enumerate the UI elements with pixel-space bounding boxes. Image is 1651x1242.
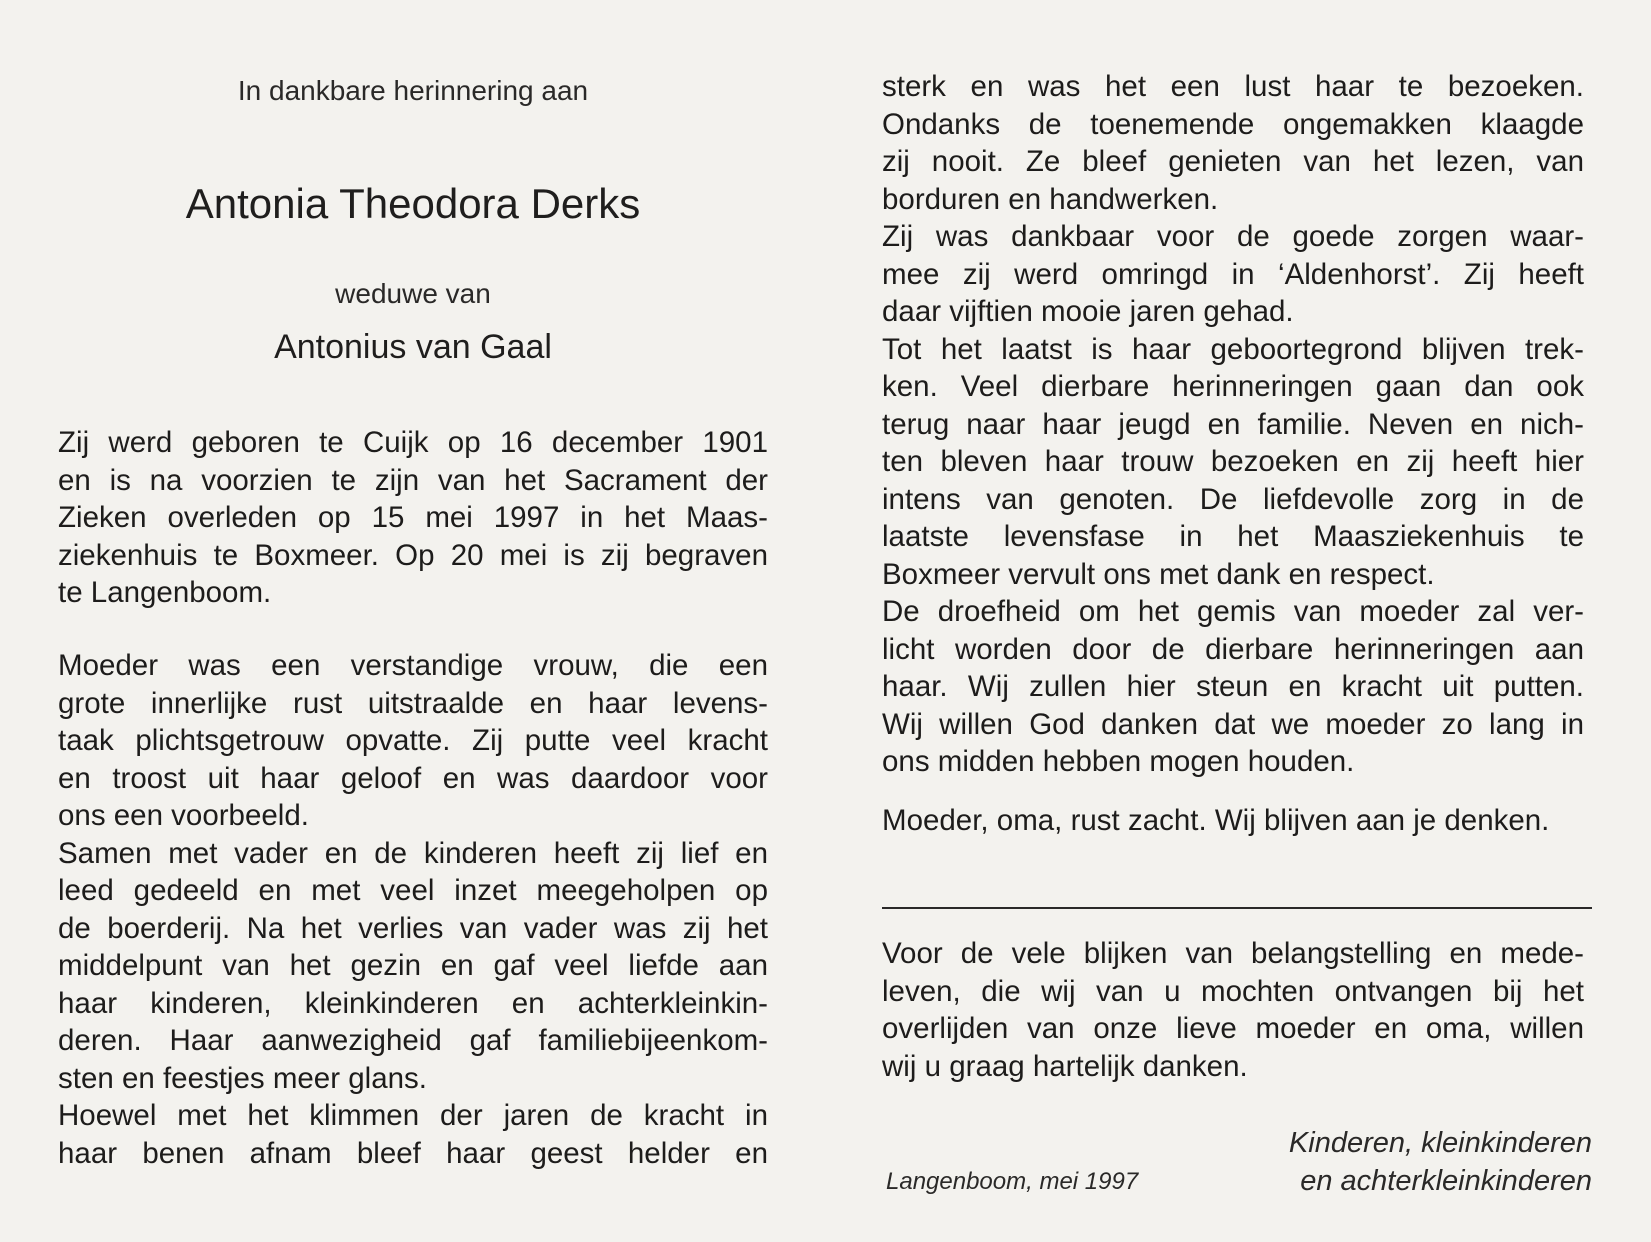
text-line: ons midden hebben mogen houden. [882,745,1355,778]
intro-text: In dankbare herinnering aan [237,75,589,106]
text-line: ten bleven haar trouw bezoeken en zij heeft hier [882,445,1584,478]
thanks-paragraph [882,935,1584,1085]
text-line: grote innerlijke rust uitstraalde en haar levens- [58,686,768,720]
text-line: haar benen afnam bleef haar geest helder en [58,1136,768,1170]
family-signature [1262,1124,1592,1200]
text-line: taak plichtsgetrouw opvatte. Zij putte veel kracht [58,724,768,757]
text-line: Moeder was een verstandige vrouw, die een [58,649,768,682]
text-line: de boerderij. Na het verlies van vader was zij het [58,911,768,945]
text-line: wij u graag hartelijk danken. [882,1049,1248,1083]
widow-of-text: weduwe van [335,278,491,309]
text-line: licht worden door de dierbare herinneringen aan [882,632,1584,666]
signature-line: Kinderen, kleinkinderen [1288,1127,1592,1159]
text-line: ken. Veel dierbare herinneringen gaan dan ook [882,370,1584,403]
divider-line [882,907,1592,909]
text-line: Boxmeer vervult ons met dank en respect. [882,557,1435,591]
text-line: intens van genoten. De liefdevolle zorg in de [882,482,1584,516]
text-line: te Langenboom. [58,576,272,609]
text-line: Zij werd geboren te Cuijk op 16 december 1901 [58,426,768,459]
deceased-name: Antonia Theodora Derks [185,180,641,227]
text-line: Voor de vele blijken van belangstelling en mede- [882,937,1584,970]
text-line: leed gedeeld en met veel inzet meegeholpen op [58,874,768,907]
text-line: zij nooit. Ze bleef genieten van het lezen, van [882,145,1584,178]
text-line: middelpunt van het gezin en gaf veel liefde aan [58,949,768,982]
text-line: Zieken overleden op 15 mei 1997 in het Maas- [58,501,768,534]
text-line: Wij willen God danken dat we moeder zo lang in [882,707,1584,741]
text-line: sterk en was het een lust haar te bezoeken. [882,70,1584,103]
husband-name: Antonius van Gaal [274,328,552,366]
text-line: overlijden van onze lieve moeder en oma, willen [882,1012,1584,1045]
text-line: ons een voorbeeld. [58,799,309,832]
text-line: mee zij werd omringd in ‘Aldenhorst’. Zij heeft [882,257,1584,291]
text-line: Tot het laatst is haar geboortegrond blijven trek- [882,332,1584,366]
text-line: en troost uit haar geloof en was daardoor voor [58,761,768,795]
place-date: Langenboom, mei 1997 [886,1168,1139,1195]
text-line: terug naar haar jeugd en familie. Neven en nich- [882,407,1584,441]
text-line: Samen met vader en de kinderen heeft zij lief en [58,836,768,870]
text-line: Ondanks de toenemende ongemakken klaagde [882,107,1584,141]
text-line: haar. Wij zullen hier steun en kracht uit putten. [882,670,1584,703]
biography-paragraph [58,647,768,1172]
text-line: sten en feestjes meer glans. [58,1061,427,1095]
birth-death-paragraph [58,424,768,612]
text-line: Hoewel met het klimmen der jaren de kracht in [58,1099,768,1132]
text-line: deren. Haar aanwezigheid gaf familiebijeenkom- [58,1024,768,1057]
biography-continued-paragraph [882,68,1584,781]
text-line: haar kinderen, kleinkinderen en achterkleinkin- [58,986,768,1020]
text-line: en is na voorzien te zijn van het Sacrament der [58,463,768,497]
farewell-text [882,802,1584,840]
text-line: Zij was dankbaar voor de goede zorgen waar- [882,220,1584,253]
text-line: borduren en handwerken. [882,182,1219,216]
text-line: daar vijftien mooie jaren gehad. [882,295,1294,328]
text-line: Moeder, oma, rust zacht. Wij blijven aan je denken. [882,804,1550,837]
text-line: ziekenhuis te Boxmeer. Op 20 mei is zij begraven [58,538,768,572]
text-line: laatste levensfase in het Maasziekenhuis te [882,520,1584,553]
signature-line: en achterkleinkinderen [1300,1165,1592,1197]
text-line: leven, die wij van u mochten ontvangen bij het [882,974,1584,1008]
text-line: De droefheid om het gemis van moeder zal ver- [882,595,1584,628]
